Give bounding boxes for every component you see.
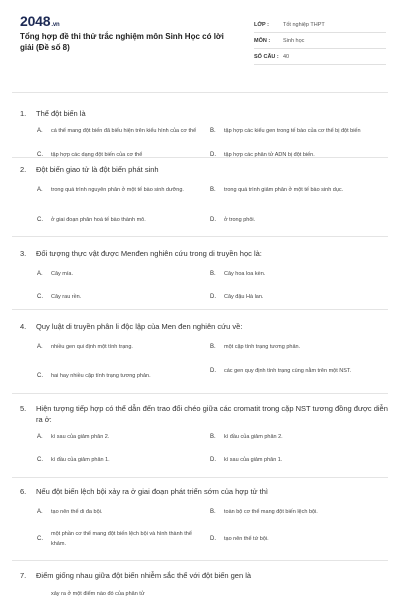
logo-text: 2048 [20, 13, 51, 29]
option-text: nhiều gen qui định một tính trạng. [51, 344, 133, 350]
option-text: Cây mía. [51, 271, 74, 277]
question-number: 6. [20, 487, 27, 496]
question-stem [20, 570, 392, 581]
question-number: 5. [20, 404, 27, 413]
option-label: B. [210, 434, 216, 440]
question-3 [20, 248, 392, 306]
question-stem [20, 108, 392, 119]
option-text: tập hợp các phân tử ADN bị đột biến. [224, 152, 315, 158]
option-a[interactable] [37, 126, 217, 136]
question-stem [20, 403, 392, 425]
option-b[interactable] [210, 126, 390, 136]
option-label: B. [210, 344, 216, 350]
info-key: MÔN : [254, 37, 271, 44]
info-row-subject [254, 33, 386, 49]
info-value: Tốt nghiệp THPT [283, 21, 325, 28]
question-text: Đột biến giao tử là đột biến phát sinh [36, 165, 159, 174]
option-text: tạo nên thể di đa bội. [51, 509, 103, 515]
exam-info-panel [254, 17, 386, 65]
info-row-class [254, 17, 386, 33]
option-text: ở trong phôi. [224, 217, 256, 223]
option-label: C. [37, 152, 43, 158]
option-text: tập hợp các kiểu gen trong tế bào của cơ thể bị đột biến [224, 128, 361, 134]
option-text: ở giai đoạn phân hoá tế bào thành mô. [51, 217, 146, 223]
option-text: một phần cơ thể mang đột biến lệch bội và hình thành thể khảm. [51, 531, 192, 547]
option-d[interactable] [210, 366, 390, 376]
option-label: B. [210, 271, 216, 277]
option-label: A. [37, 271, 43, 277]
option-c[interactable] [37, 150, 217, 160]
exam-title: Tổng hợp đề thi thử trắc nghiệm môn Sinh Học có lời giải (Đề số 8) [20, 32, 224, 52]
option-label: B. [210, 509, 216, 515]
option-text: trong quá trình nguyên phân ở một tế bào sinh dưỡng. [51, 187, 184, 193]
option-a[interactable] [37, 432, 217, 442]
option-text: các gen quy định tính trạng cùng nằm trên một NST. [224, 368, 352, 374]
site-logo[interactable] [20, 13, 59, 29]
question-text: Thể đột biến là [36, 109, 86, 118]
option-label: D. [210, 368, 216, 374]
info-value: Sinh học [283, 37, 305, 44]
option-a[interactable] [51, 589, 231, 599]
question-text: Điểm giống nhau giữa đột biến nhiễm sắc thể với đột biến gen là [36, 571, 252, 580]
question-stem [20, 486, 392, 497]
option-text: toàn bộ cơ thể mang đột biến lệch bội. [224, 509, 318, 515]
logo-suffix: .vn [51, 22, 60, 28]
option-b[interactable] [210, 507, 390, 517]
option-text: tạo nên thể tứ bội. [224, 536, 269, 542]
option-label: B. [210, 128, 216, 134]
divider [12, 236, 388, 237]
question-text: Quy luật di truyền phân li độc lập của Men đen nghiên cứu về: [36, 322, 243, 331]
option-text: kì sau của giảm phân 1. [224, 457, 283, 463]
option-c[interactable] [37, 455, 217, 465]
option-a[interactable] [37, 507, 217, 517]
option-label: D. [210, 152, 216, 158]
question-text: Nếu đột biến lệch bội xảy ra ở giai đoạn phát triển sớm của hợp tử thì [36, 487, 268, 496]
option-d[interactable] [210, 455, 390, 465]
question-6 [20, 486, 392, 559]
question-5 [20, 403, 392, 477]
option-text: Cây đậu Hà lan. [224, 294, 264, 300]
option-text: cá thể mang đột biến đã biểu hiện trên kiểu hình của cơ thể [51, 128, 197, 134]
option-label: C. [37, 457, 43, 463]
option-label: A. [37, 509, 43, 515]
info-value: 40 [283, 53, 290, 60]
question-stem [20, 164, 392, 175]
option-label: C. [37, 536, 43, 542]
question-stem [20, 248, 392, 259]
option-text: trong quá trình giảm phân ở một tế bào sinh dục. [224, 187, 344, 193]
option-label: D. [210, 217, 216, 223]
option-label: C. [37, 217, 43, 223]
question-2 [20, 164, 392, 232]
option-label: C. [37, 373, 43, 379]
option-text: Cây hoa loa kèn. [224, 271, 266, 277]
question-number: 1. [20, 109, 27, 118]
question-7 [20, 570, 392, 600]
option-b[interactable] [210, 269, 390, 279]
option-text: Cây rau rền. [51, 294, 82, 300]
option-c[interactable] [37, 292, 217, 302]
option-d[interactable] [210, 534, 390, 544]
option-d[interactable] [210, 215, 390, 225]
option-text: kì đầu của giảm phân 1. [51, 457, 110, 463]
info-row-count [254, 49, 386, 65]
question-number: 7. [20, 571, 27, 580]
option-c[interactable] [37, 215, 217, 225]
question-number: 3. [20, 249, 27, 258]
option-label: B. [210, 187, 216, 193]
option-text: kì đầu của giảm phân 2. [224, 434, 283, 440]
divider [12, 309, 388, 310]
option-d[interactable] [210, 150, 390, 160]
question-number: 4. [20, 322, 27, 331]
option-text: một cặp tính trạng tương phản. [224, 344, 301, 350]
option-c[interactable] [37, 529, 217, 549]
option-b[interactable] [210, 342, 390, 352]
option-label: A. [37, 434, 43, 440]
option-text: kì sau của giảm phân 2. [51, 434, 110, 440]
info-key: LỚP : [254, 21, 269, 28]
option-d[interactable] [210, 292, 390, 302]
option-label: A. [37, 344, 43, 350]
option-text: xảy ra ở một điểm nào đó của phân tử [51, 591, 145, 597]
divider [12, 477, 388, 478]
question-4 [20, 321, 392, 394]
question-stem [20, 321, 392, 332]
question-text: Đối tượng thực vật được Menđen nghiên cứu trong di truyền học là: [36, 249, 262, 258]
divider [12, 92, 388, 93]
option-label: D. [210, 536, 216, 542]
option-label: D. [210, 294, 216, 300]
option-label: D. [210, 457, 216, 463]
option-a[interactable] [37, 185, 217, 195]
option-text: tập hợp các dạng đột biến của cơ thể [51, 152, 143, 158]
option-b[interactable] [210, 185, 390, 195]
question-number: 2. [20, 165, 27, 174]
option-c[interactable] [37, 371, 217, 381]
option-label: C. [37, 294, 43, 300]
option-a[interactable] [37, 342, 217, 352]
divider [12, 560, 388, 561]
option-a[interactable] [37, 269, 217, 279]
info-key: SỐ CÂU : [254, 53, 279, 60]
option-text: hai hay nhiều cặp tính trạng tương phản. [51, 373, 151, 379]
option-b[interactable] [210, 432, 390, 442]
question-text: Hiện tượng tiếp hợp có thể dẫn đến trao đổi chéo giữa các cromatit trong cặp NST tương đồng được diễn ra ở: [36, 404, 388, 424]
option-label: A. [37, 128, 43, 134]
option-label: A. [37, 187, 43, 193]
